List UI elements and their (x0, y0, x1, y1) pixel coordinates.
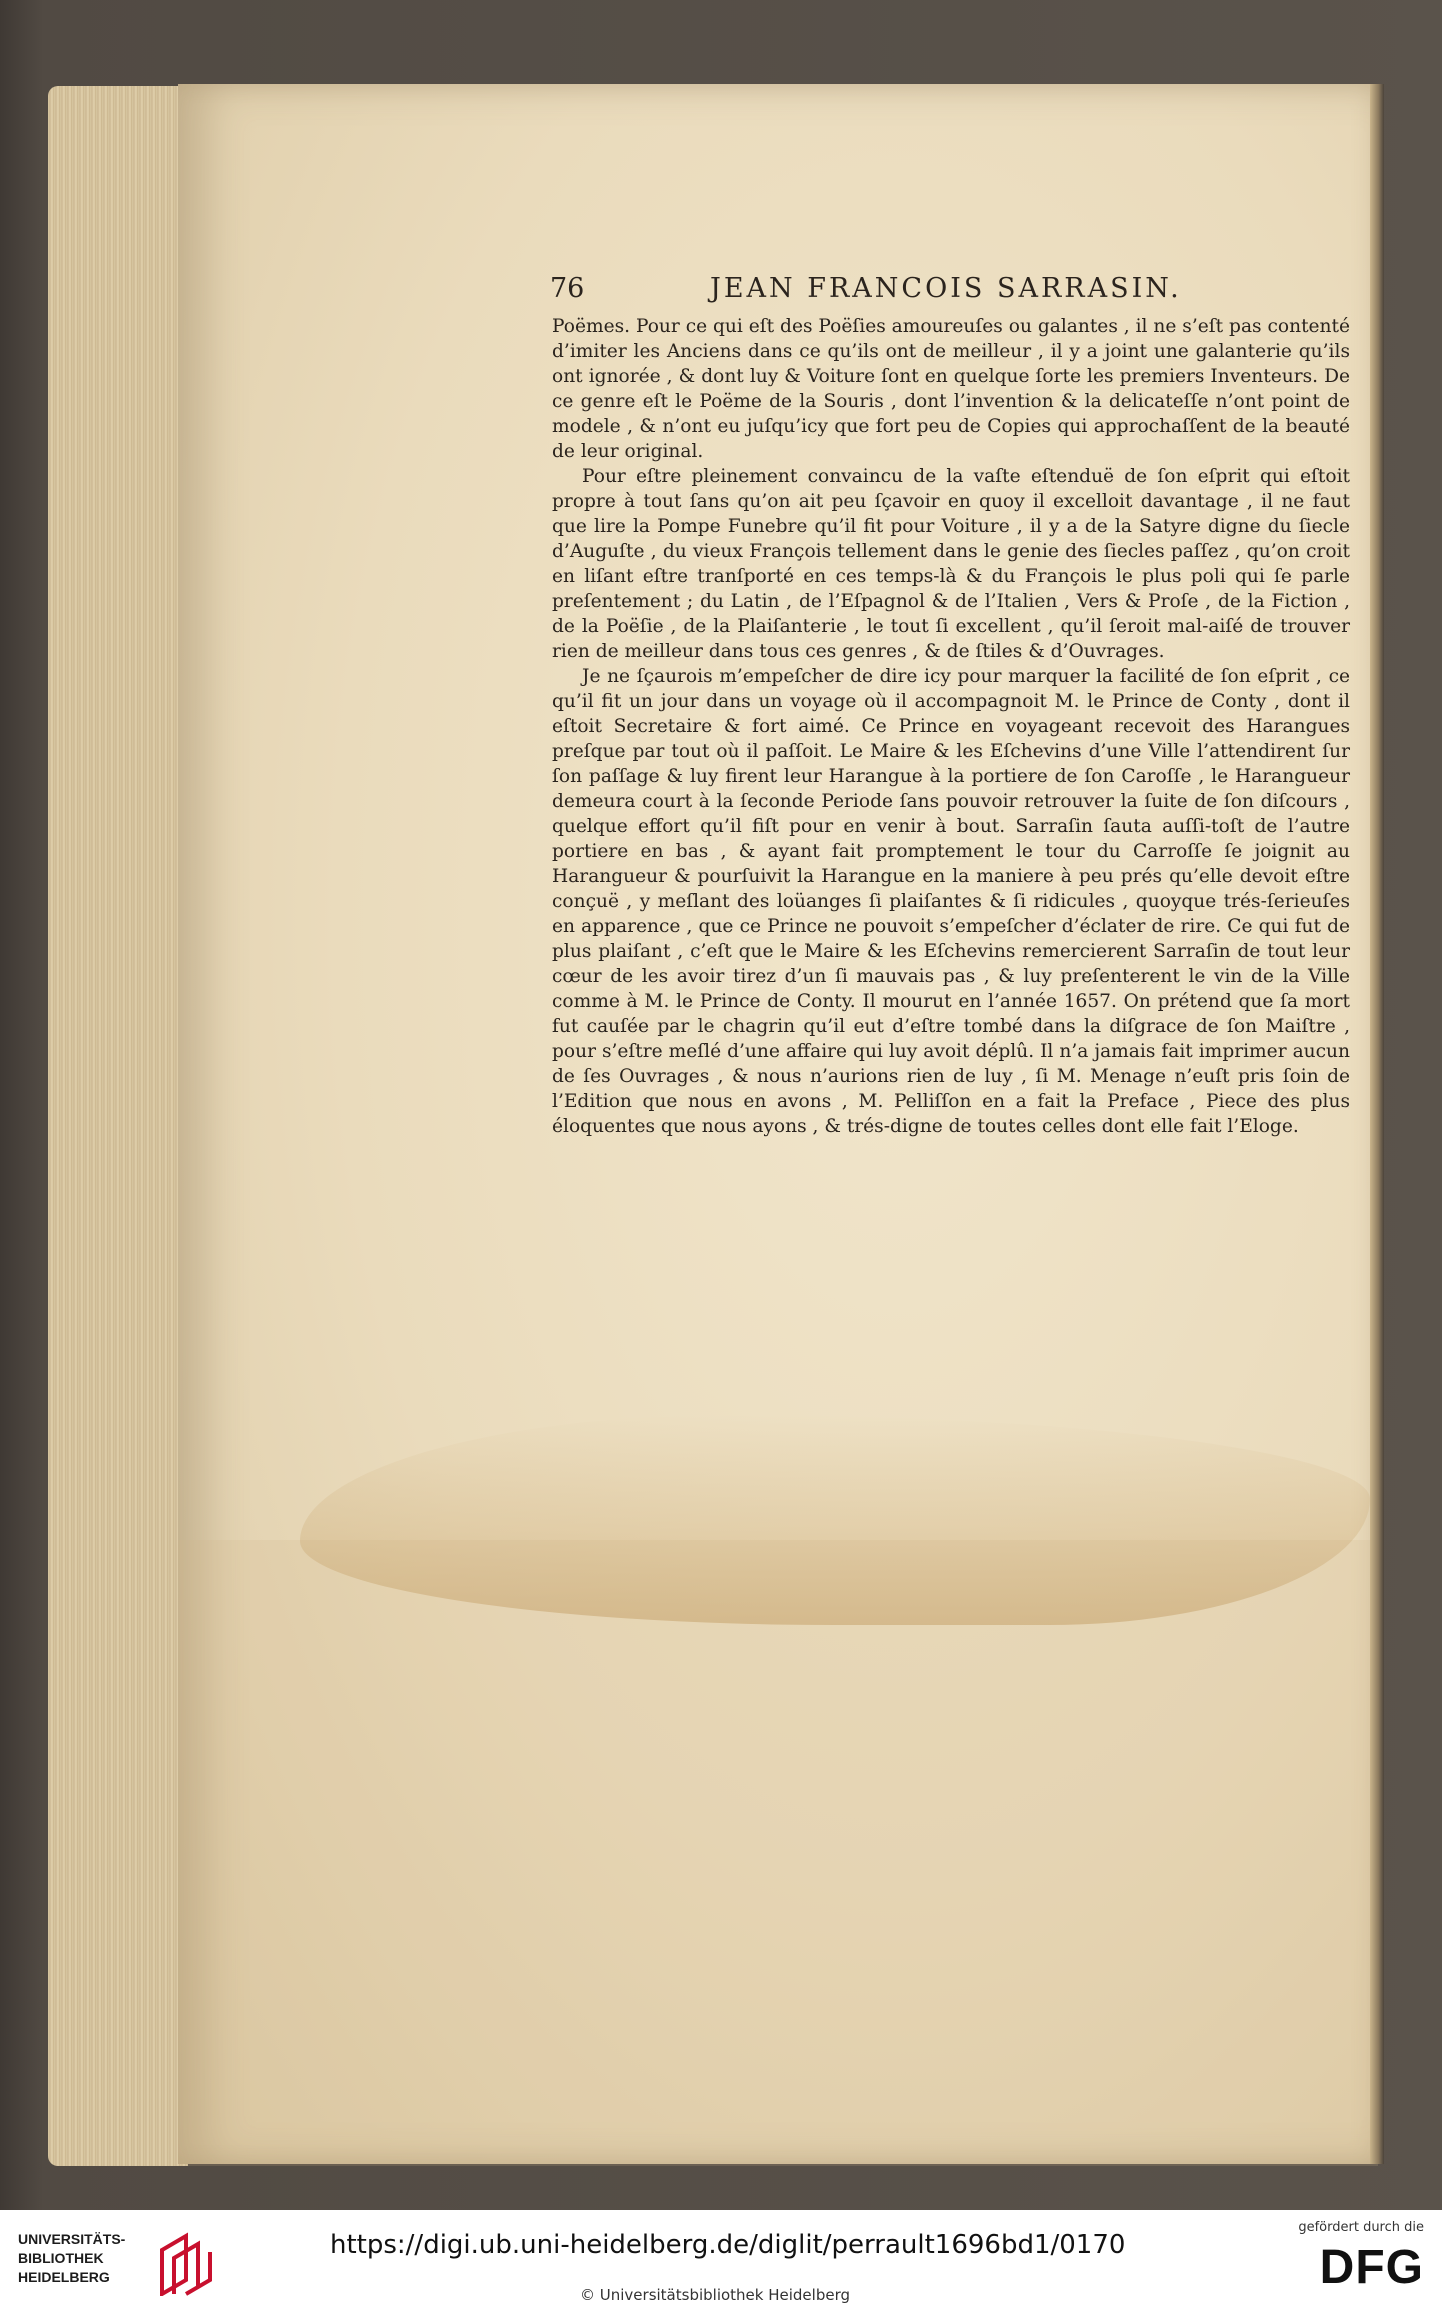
paragraph-3: Je ne ſçaurois m’empeſcher de dire icy pour marquer la facilité de ſon eſprit , ce qu’il fit un jour dans un voyage où il accompagnoit M. le Prince de Conty , dont il eſtoit Secretaire & fort aimé. Ce Prince en voyageant recevoit des Harangues preſque par tout où il paſſoit. Le Maire & les Eſchevins d’une Ville l’attendirent ſur ſon paſſage & luy firent leur Harangue à la portiere de ſon Caroſſe , le Harangueur demeura court à la ſeconde Periode ſans pouvoir retrouver la ſuite de ſon diſcours , quelque effort qu’il fiſt pour en venir à bout. Sarraſin ſauta auſſi-toſt de l’autre portiere en bas , & ayant fait promptement le tour du Carroſſe ſe joignit au Harangueur & pourſuivit la Harangue en la maniere à peu prés qu’elle devoit eſtre conçuë , y meſlant des loüanges ſi plaiſantes & ſi ridicules , quoyque trés-ſerieuſes en apparence , que ce Prince ne pouvoit s’empeſcher d’éclater de rire. Ce qui fut de plus plaiſant , c’eſt que le Maire & les Eſchevins remercierent Sarraſin de tout leur cœur de les avoir tirez d’un ſi mauvais pas , & luy preſenterent le vin de la Ville comme à M. le Prince de Conty. Il mourut en l’année 1657. On prétend que ſa mort fut cauſée par le chagrin qu’il eut d’eſtre tombé dans la diſgrace de ſon Maiſtre , pour s’eſtre meſlé d’une affaire qui luy avoit déplû. Il n’a jamais fait imprimer aucun de ſes Ouvrages , & nous n’aurions rien de luy , ſi M. Menage n’euſt pris ſoin de l’Edition que nous en avons , M. Pelliſſon en a fait la Preface , Piece des plus éloquentes que nous ayons , & trés-digne de toutes celles dont elle fait l’Eloge. (552, 666, 1350, 1137)
library-name (18, 2230, 148, 2287)
running-title: JEAN FRANCOIS SARRASIN. (710, 273, 1182, 304)
funding-caption: gefördert durch die (1298, 2220, 1424, 2235)
book-page-edges (48, 86, 188, 2166)
body-text (552, 314, 1350, 1139)
page-number: 76 (550, 273, 585, 304)
library-logo[interactable] (18, 2228, 218, 2298)
viewer-footer (0, 2210, 1442, 2315)
running-head (550, 273, 1350, 313)
dfg-logo: DFG (1319, 2241, 1424, 2294)
water-stain-lower (178, 1540, 1378, 2166)
library-name-line-3: HEIDELBERG (18, 2269, 110, 2285)
library-name-line-2: BIBLIOTHEK (18, 2250, 104, 2266)
paragraph-1: Poëmes. Pour ce qui eſt des Poëſies amoureuſes ou galantes , il ne s’eſt pas contenté d’imiter les Anciens dans ce qu’ils ont de meilleur , il y a joint une galanterie qu’ils ont ignorée , & dont luy & Voiture ſont en quelque ſorte les premiers Inventeurs. De ce genre eſt le Poëme de la Souris , dont l’invention & la delicateſſe n’ont point de modele , & n’ont eu juſqu’icy que fort peu de Copies qui approchaſſent de la beauté de leur original. (552, 316, 1350, 462)
library-emblem-icon (156, 2230, 214, 2296)
library-name-line-1: UNIVERSITÄTS- (18, 2231, 126, 2247)
paragraph-2: Pour eſtre pleinement convaincu de la vaſte eſtenduë de ſon eſprit qui eſtoit propre à tout ſans qu’on ait peu ſçavoir en quoy il excelloit davantage , il ne faut que lire la Pompe Funebre qu’il fit pour Voiture , il y a de la Satyre digne du ſiecle d’Auguſte , du vieux François tellement dans le genie des ſiecles paſſez , qu’on croit en liſant eſtre tranſporté en ces temps-là & du François le plus poli qui ſe parle preſentement ; du Latin , de l’Eſpagnol & de l’Italien , Vers & Proſe , de la Fiction , de la Poëſie , de la Plaiſanterie , le tout ſi excellent , qu’il ſeroit mal-aiſé de trouver rien de meilleur dans tous ces genres , & de ſtiles & d’Ouvrages. (552, 466, 1350, 662)
book-gutter (1370, 84, 1384, 2164)
permalink-url[interactable]: https://digi.ub.uni-heidelberg.de/diglit/perrault1696bd1/0170 (330, 2230, 1126, 2260)
dfg-funding[interactable] (1284, 2220, 1424, 2306)
water-stain (300, 1415, 1370, 1625)
copyright-notice: © Universitätsbibliothek Heidelberg (580, 2286, 851, 2304)
